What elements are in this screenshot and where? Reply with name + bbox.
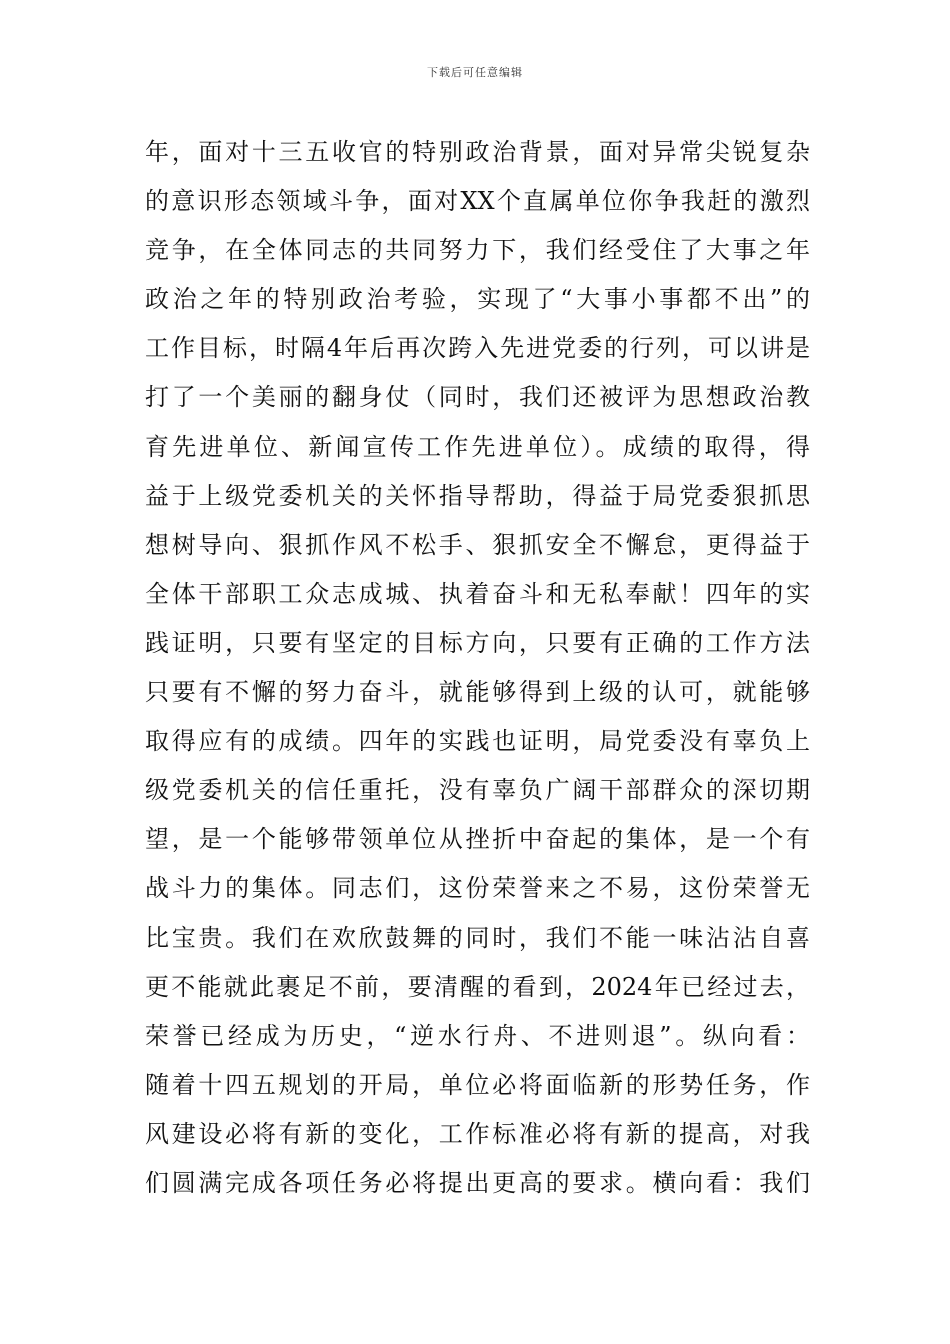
page-header: 下载后可任意编辑 — [427, 66, 523, 79]
text-line: 比宝贵。我们在欢欣鼓舞的同时，我们不能一味沾沾自喜 — [145, 923, 810, 952]
text-line: 们圆满完成各项任务必将提出更高的要求。横向看：我们 — [145, 1168, 810, 1197]
text-line: 荣誉已经成为历史，“逆水行舟、不进则退”。纵向看： — [145, 1021, 810, 1050]
text-line: 风建设必将有新的变化，工作标准必将有新的提高，对我 — [145, 1119, 810, 1148]
text-line: 全体干部职工众志成城、执着奋斗和无私奉献！四年的实 — [145, 579, 810, 608]
text-line: 政治之年的特别政治考验，实现了“大事小事都不出”的 — [145, 285, 810, 314]
text-line: 级党委机关的信任重托，没有辜负广阔干部群众的深切期 — [145, 776, 810, 805]
text-line: 践证明，只要有坚定的目标方向，只要有正确的工作方法 — [145, 628, 810, 657]
text-line: 随着十四五规划的开局，单位必将面临新的形势任务，作 — [145, 1070, 810, 1099]
text-line: 年，面对十三五收官的特别政治背景，面对异常尖锐复杂 — [145, 138, 810, 166]
text-line: 育先进单位、新闻宣传工作先进单位）。成绩的取得，得 — [145, 432, 810, 461]
text-line: 更不能就此裹足不前，要清醒的看到，2024年已经过去， — [145, 972, 810, 1001]
text-line: 竞争，在全体同志的共同努力下，我们经受住了大事之年 — [145, 236, 810, 265]
text-line: 的意识形态领域斗争，面对XX个直属单位你争我赶的激烈 — [145, 187, 810, 216]
text-line: 望，是一个能够带领单位从挫折中奋起的集体，是一个有 — [145, 825, 810, 854]
body-text — [145, 128, 810, 1208]
text-line: 益于上级党委机关的关怀指导帮助，得益于局党委狠抓思 — [145, 481, 810, 510]
text-line: 战斗力的集体。同志们，这份荣誉来之不易，这份荣誉无 — [145, 874, 810, 903]
text-line: 工作目标，时隔4年后再次跨入先进党委的行列，可以讲是 — [145, 334, 810, 363]
text-line: 打了一个美丽的翻身仗（同时，我们还被评为思想政治教 — [145, 383, 810, 412]
text-line: 只要有不懈的努力奋斗，就能够得到上级的认可，就能够 — [145, 678, 810, 707]
text-line: 想树导向、狠抓作风不松手、狠抓安全不懈怠，更得益于 — [145, 530, 810, 559]
text-line: 取得应有的成绩。四年的实践也证明，局党委没有辜负上 — [145, 727, 810, 756]
